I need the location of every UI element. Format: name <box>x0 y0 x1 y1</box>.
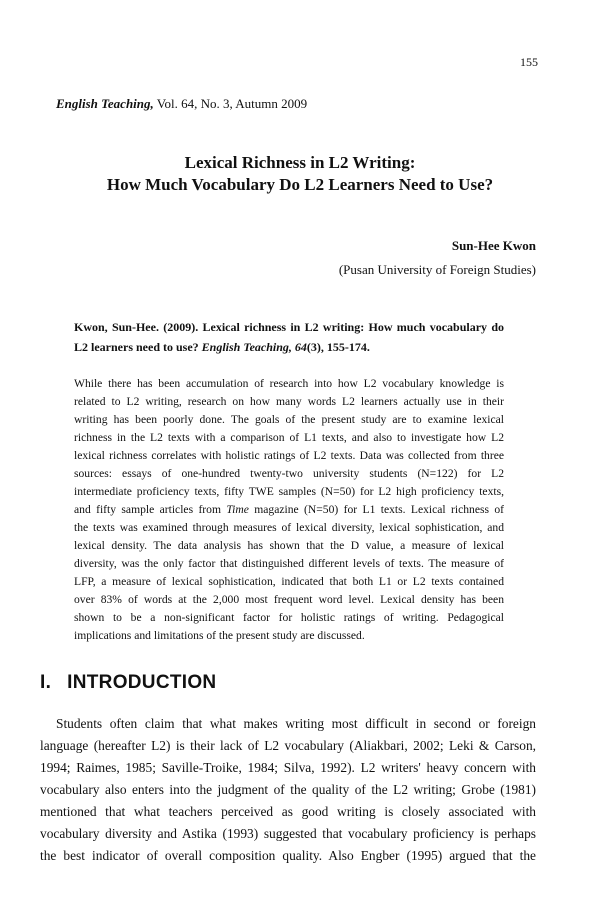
body-line: Students often claim that what makes writing most difficult in second or foreign <box>56 716 536 731</box>
magazine-name: Time <box>226 503 249 516</box>
abstract-line: writing has been poorly done. The goals of the present study are to examine lexical <box>74 413 504 426</box>
abstract-line-part: and fifty sample articles from <box>74 503 227 516</box>
abstract-line: sources: essays of one-hundred twenty-two university students (N=122) for L2 <box>74 467 504 480</box>
author-name: Sun-Hee Kwon <box>451 238 536 253</box>
abstract-line: related to L2 writing, research on how many words L2 learners actually use in their <box>74 395 504 408</box>
abstract-line-with-italic <box>74 501 504 519</box>
title-line-2: How Much Vocabulary Do L2 Learners Need to Use? <box>106 175 494 194</box>
citation-journal: English Teaching, <box>201 340 292 354</box>
abstract-line: diversity, was the only factor that distinguished different levels of texts. The measure of <box>74 557 504 570</box>
body-line: mentioned that what teachers perceived as good writing is closely associated with <box>40 804 536 819</box>
body-line: vocabulary diversity and Astika (1993) suggested that vocabulary proficiency is perhaps <box>40 826 536 841</box>
abstract-line: lexical richness correlates with holistic ratings of L2 texts. Data was collected from three <box>74 449 504 462</box>
abstract-line-part: magazine (N=50) for L1 texts. Lexical richness of <box>248 503 504 516</box>
section-title: INTRODUCTION <box>67 672 217 693</box>
abstract-line: implications and limitations of the present study are discussed. <box>74 629 365 642</box>
journal-issue: Vol. 64, No. 3, Autumn 2009 <box>153 96 308 111</box>
abstract-line: over 83% of words at the 2,000 most frequent word level. Lexical density has been <box>74 593 504 606</box>
body-line: language (hereafter L2) is their lack of L2 vocabulary (Aliakbari, 2002; Leki & Carson, <box>40 738 536 753</box>
citation-volume: 64 <box>291 340 307 354</box>
abstract-line: While there has been accumulation of research into how L2 vocabulary knowledge is <box>74 377 504 390</box>
abstract-line: shown to be a non-significant factor for holistic ratings of writing. Pedagogical <box>74 611 504 624</box>
abstract-line: LFP, a measure of lexical sophistication, indicated that both L1 or L2 texts contained <box>74 575 504 588</box>
section-heading <box>40 672 216 694</box>
author-block <box>339 234 536 282</box>
journal-header <box>56 96 307 112</box>
journal-name: English Teaching, <box>56 96 154 111</box>
body-line: 1994; Raimes, 1985; Saville-Troike, 1984; Silva, 1992). L2 writers' heavy concern with <box>40 760 536 775</box>
abstract <box>74 375 504 645</box>
abstract-line: richness in the L2 texts with a comparison of L1 texts, and also to investigate how L2 <box>74 431 504 444</box>
abstract-line: lexical density. The data analysis has shown that the D value, a measure of lexical <box>74 539 504 552</box>
section-number: I. <box>40 672 52 693</box>
abstract-line: the texts was examined through measures of lexical diversity, lexical sophistication, and <box>74 521 504 534</box>
body-line: the best indicator of overall composition quality. Also Engber (1995) argued that the <box>40 848 536 863</box>
author-affiliation: (Pusan University of Foreign Studies) <box>338 262 536 277</box>
citation-text: Kwon, Sun-Hee. (2009). Lexical richness in L2 writing: How much vocabulary do L2 learners need to use? <box>74 320 504 354</box>
citation-pages: (3), 155-174. <box>306 340 370 354</box>
page-number: 155 <box>520 55 538 69</box>
title-line-1: Lexical Richness in L2 Writing: <box>184 153 416 172</box>
body-line: vocabulary also enters into the judgment of the quality of the L2 writing; Grobe (1981) <box>40 782 536 797</box>
abstract-line: intermediate proficiency texts, fifty TWE samples (N=50) for L2 high proficiency texts, <box>74 485 504 498</box>
paper-title <box>0 152 600 196</box>
citation <box>74 317 504 357</box>
introduction-text <box>40 713 536 867</box>
